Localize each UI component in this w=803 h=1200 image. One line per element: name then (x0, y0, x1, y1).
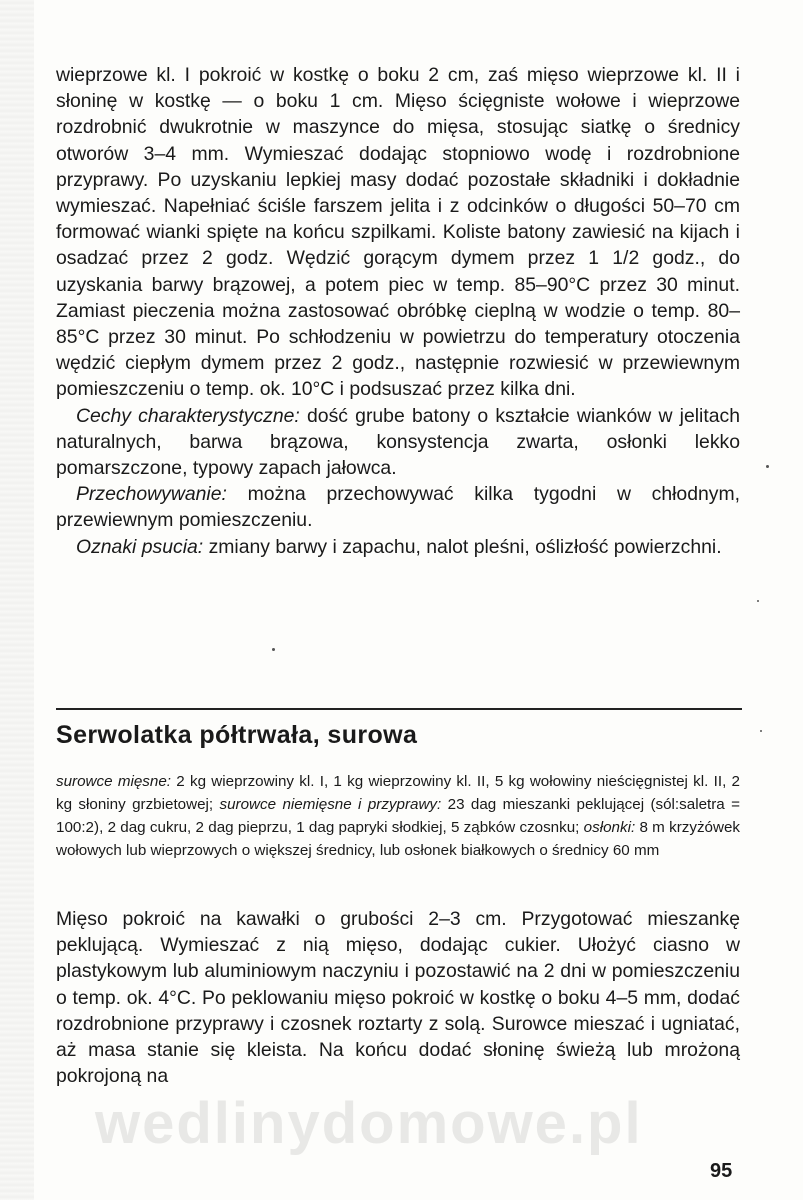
scan-speck (766, 465, 769, 468)
storage-paragraph (56, 481, 740, 533)
page-edge-shadow (0, 0, 34, 1200)
section-1-intro: wieprzowe kl. I pokroić w kostkę o boku 2 cm, zaś mięso wieprzowe kl. II i słoninę w kostkę — o boku 1 cm. Mięso ścięgniste wołowe i wieprzowe rozdrobnić dwukrotnie w maszynce do mięsa, stosując siatkę o średnicy otworów 3–4 mm. Wymieszać dodając stopniowo wodę i rozdrobnione przyprawy. Po uzyskaniu lepkiej masy dodać pozostałe składniki i dokładnie wymieszać. Napełniać ściśle farszem jelita i z odcinków o długości 50–70 cm formować wianki spięte na końcu szpilkami. Koliste batony zawiesić na kijach i osadzać przez 2 godz. Wędzić gorącym dymem przez 1 1/2 godz., do uzyskania barwy brązowej, a potem piec w temp. 85–90°C przez 30 minut. Zamiast pieczenia można zastosować obróbkę cieplną w wodzie o temp. 80–85°C przez 30 minut. Po schłodzeniu w powietrzu do temperatury otoczenia wędzić ciepłym dymem przez 2 godz., następnie rozwiesić w przewiewnym pomieszczeniu o temp. ok. 10°C i podsuszać przez kilka dni. (56, 64, 740, 401)
section-1-text (56, 62, 740, 560)
spoilage-text: zmiany barwy i zapachu, nalot pleśni, oślizłość powierzchni. (203, 535, 722, 558)
casings-label: osłonki: (583, 819, 636, 836)
casings-text: 8 m krzyżówek wołowych lub wieprzowych o większej średnicy, lub osłonek białkowych o średnicy 60 mm (56, 819, 740, 859)
spoilage-label: Oznaki psucia: (76, 535, 204, 558)
spoilage-paragraph (56, 534, 740, 560)
features-label: Cechy charakterystyczne: (76, 404, 300, 427)
section-divider (56, 708, 742, 710)
features-text: dość grube batony o kształcie wianków w jelitach naturalnych, barwa brązowa, konsystencja zwarta, osłonki lekko pomarszczone, typowy zapach jałowca. (56, 404, 741, 480)
storage-label: Przechowywanie: (76, 483, 227, 506)
meat-ingredients-text: 2 kg wieprzowiny kl. I, 1 kg wieprzowiny kl. II, 5 kg wołowiny nieścięgnistej kl. II, 2 kg słoniny grzbietowej; (56, 773, 740, 813)
recipe-title: Serwolatka półtrwała, surowa (56, 721, 418, 749)
scan-speck (760, 730, 762, 732)
watermark: wedlinydomowe.pl (95, 1091, 643, 1156)
method-text: Mięso pokroić na kawałki o grubości 2–3 cm. Przygotować mieszankę peklującą. Wymieszać z nią mięso, dodając cukier. Ułożyć ciasno w plastykowym lub aluminiowym naczyniu i pozostawić na 2 dni w pomieszczeniu o temp. ok. 4°C. Po peklowaniu mięso pokroić w kostkę o boku 4–5 mm, dodać rozdrobnione przyprawy i czosnek roztarty z solą. Surowce mieszać i ugniatać, aż masa stanie się kleista. Na końcu dodać słoninę świeżą lub mrożoną pokrojoną na (56, 908, 740, 1088)
features-paragraph (56, 403, 740, 482)
nonmeat-ingredients-label: surowce niemięsne i przyprawy: (219, 796, 442, 813)
nonmeat-ingredients-text: 23 dag mieszanki peklującej (sól:saletra = 100:2), 2 dag cukru, 2 dag pieprzu, 1 dag papryki słodkiej, 5 ząbków czosnku; (56, 796, 740, 836)
meat-ingredients-label: surowce mięsne: (56, 773, 171, 790)
scan-speck (757, 600, 759, 602)
scan-speck (272, 648, 275, 651)
page-number: 95 (710, 1160, 733, 1182)
ingredients-list (56, 770, 740, 862)
section-2-method (56, 906, 740, 1089)
storage-text: można przechowywać kilka tygodni w chłodnym, przewiewnym pomieszczeniu. (56, 483, 740, 532)
